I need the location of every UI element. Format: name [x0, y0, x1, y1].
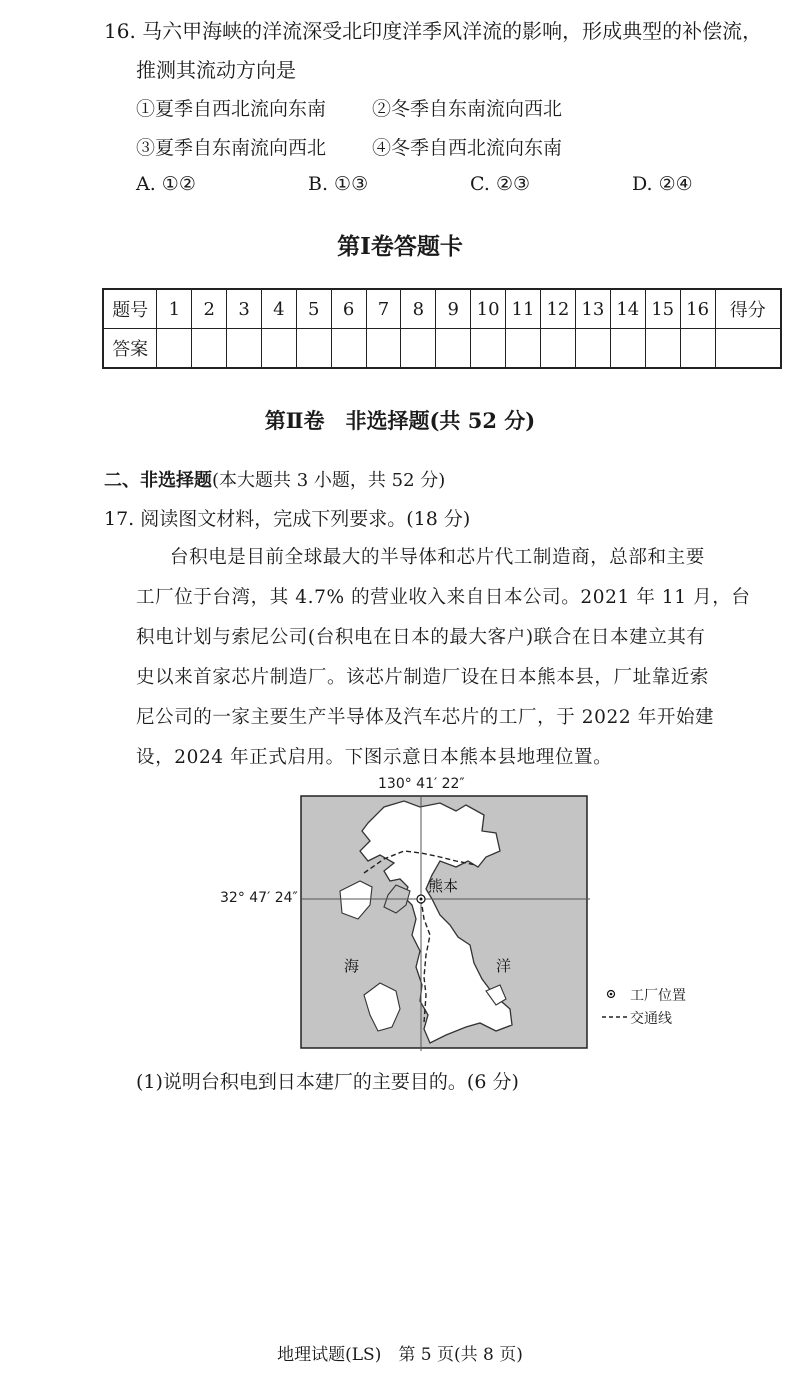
- section2-heading: [104, 466, 445, 492]
- q16-stem-line2: 推测其流动方向是: [136, 58, 296, 82]
- answer-cell[interactable]: [575, 329, 610, 369]
- answer-cell[interactable]: [227, 329, 262, 369]
- kumamoto-map: [300, 795, 590, 1051]
- question-number-cell: 6: [331, 289, 366, 329]
- answer-cell[interactable]: [296, 329, 331, 369]
- row-label-number: 题号: [103, 289, 157, 329]
- answer-cell[interactable]: [540, 329, 575, 369]
- question-number-cell: 9: [436, 289, 471, 329]
- q16-statement-3: ③夏季自东南流向西北: [136, 137, 327, 159]
- map-factory-marker-dot: [420, 898, 423, 901]
- answer-cell[interactable]: [610, 329, 645, 369]
- map-latitude-label: 32° 47′ 24″: [220, 890, 298, 906]
- map-legend-symbols: [602, 986, 628, 1026]
- q17-stem: 17. 阅读图文材料，完成下列要求。(18 分): [104, 508, 471, 530]
- score-label-cell: 得分: [715, 289, 781, 329]
- question-number-cell: 7: [366, 289, 401, 329]
- question-number-cell: 3: [227, 289, 262, 329]
- q16-choice-a: A. ①②: [136, 173, 196, 195]
- answer-cell[interactable]: [645, 329, 680, 369]
- answer-card-title: 第Ⅰ卷答题卡: [337, 233, 463, 260]
- q16-stem-line1: 16. 马六甲海峡的洋流深受北印度洋季风洋流的影响，形成典型的补偿流，: [104, 19, 763, 43]
- q17-sub1: (1)说明台积电到日本建厂的主要目的。(6 分): [136, 1071, 519, 1093]
- question-number-cell: 16: [680, 289, 715, 329]
- q16-statement-1: ①夏季自西北流向东南: [136, 98, 327, 120]
- page-footer: 地理试题(LS) 第 5 页(共 8 页): [277, 1345, 523, 1365]
- question-number-cell: 15: [645, 289, 680, 329]
- question-number-cell: 2: [192, 289, 227, 329]
- map-sea-label-2: 洋: [496, 957, 512, 975]
- section2-title: 第Ⅱ卷 非选择题(共 52 分): [264, 408, 536, 433]
- q16-choice-c: C. ②③: [470, 173, 531, 195]
- question-number-cell: 11: [506, 289, 541, 329]
- answer-cell[interactable]: [436, 329, 471, 369]
- q17-paragraph-line: 积电计划与索尼公司(台积电在日本的最大客户)联合在日本建立其有: [136, 627, 706, 648]
- answer-card-number-row: [103, 289, 781, 329]
- row-label-answer: 答案: [103, 329, 157, 369]
- answer-cell[interactable]: [331, 329, 366, 369]
- q16-statement-2: ②冬季自东南流向西北: [372, 98, 563, 120]
- question-number-cell: 5: [296, 289, 331, 329]
- section2-heading-bold: 二、非选择题: [104, 470, 212, 491]
- q17-paragraph-line: 台积电是目前全球最大的半导体和芯片代工制造商，总部和主要: [170, 547, 705, 568]
- question-number-cell: 1: [157, 289, 192, 329]
- q17-paragraph-line: 尼公司的一家主要生产半导体及汽车芯片的工厂，于 2022 年开始建: [136, 707, 715, 728]
- question-number-cell: 13: [575, 289, 610, 329]
- question-number-cell: 8: [401, 289, 436, 329]
- answer-cell[interactable]: [471, 329, 506, 369]
- answer-cell[interactable]: [261, 329, 296, 369]
- q17-paragraph-line: 工厂位于台湾，其 4.7% 的营业收入来自日本公司。2021 年 11 月，台: [136, 587, 751, 608]
- answer-cell[interactable]: [506, 329, 541, 369]
- q17-paragraph-line: 史以来首家芯片制造厂。该芯片制造厂设在日本熊本县，厂址靠近索: [136, 667, 710, 688]
- question-number-cell: 12: [540, 289, 575, 329]
- answer-cell[interactable]: [192, 329, 227, 369]
- answer-cell[interactable]: [680, 329, 715, 369]
- answer-cell[interactable]: [401, 329, 436, 369]
- answer-card-table: [102, 288, 782, 369]
- legend-traffic-label: 交通线: [630, 1011, 672, 1027]
- question-number-cell: 10: [471, 289, 506, 329]
- q16-choice-d: D. ②④: [632, 173, 693, 195]
- section2-heading-note: (本大题共 3 小题，共 52 分): [212, 470, 446, 491]
- map-sea-label-1: 海: [344, 957, 360, 975]
- legend-factory-icon-dot: [610, 993, 613, 996]
- q16-choice-b: B. ①③: [308, 173, 369, 195]
- q17-paragraph-line: 设，2024 年正式启用。下图示意日本熊本县地理位置。: [136, 747, 613, 768]
- map-city-label: 熊本: [428, 877, 459, 895]
- question-number-cell: 14: [610, 289, 645, 329]
- score-cell[interactable]: [715, 329, 781, 369]
- answer-cell[interactable]: [366, 329, 401, 369]
- q16-statement-4: ④冬季自西北流向东南: [372, 137, 563, 159]
- answer-cell[interactable]: [157, 329, 192, 369]
- map-longitude-label: 130° 41′ 22″: [378, 776, 465, 792]
- legend-factory-label: 工厂位置: [630, 988, 686, 1004]
- question-number-cell: 4: [261, 289, 296, 329]
- answer-card-answer-row: [103, 329, 781, 369]
